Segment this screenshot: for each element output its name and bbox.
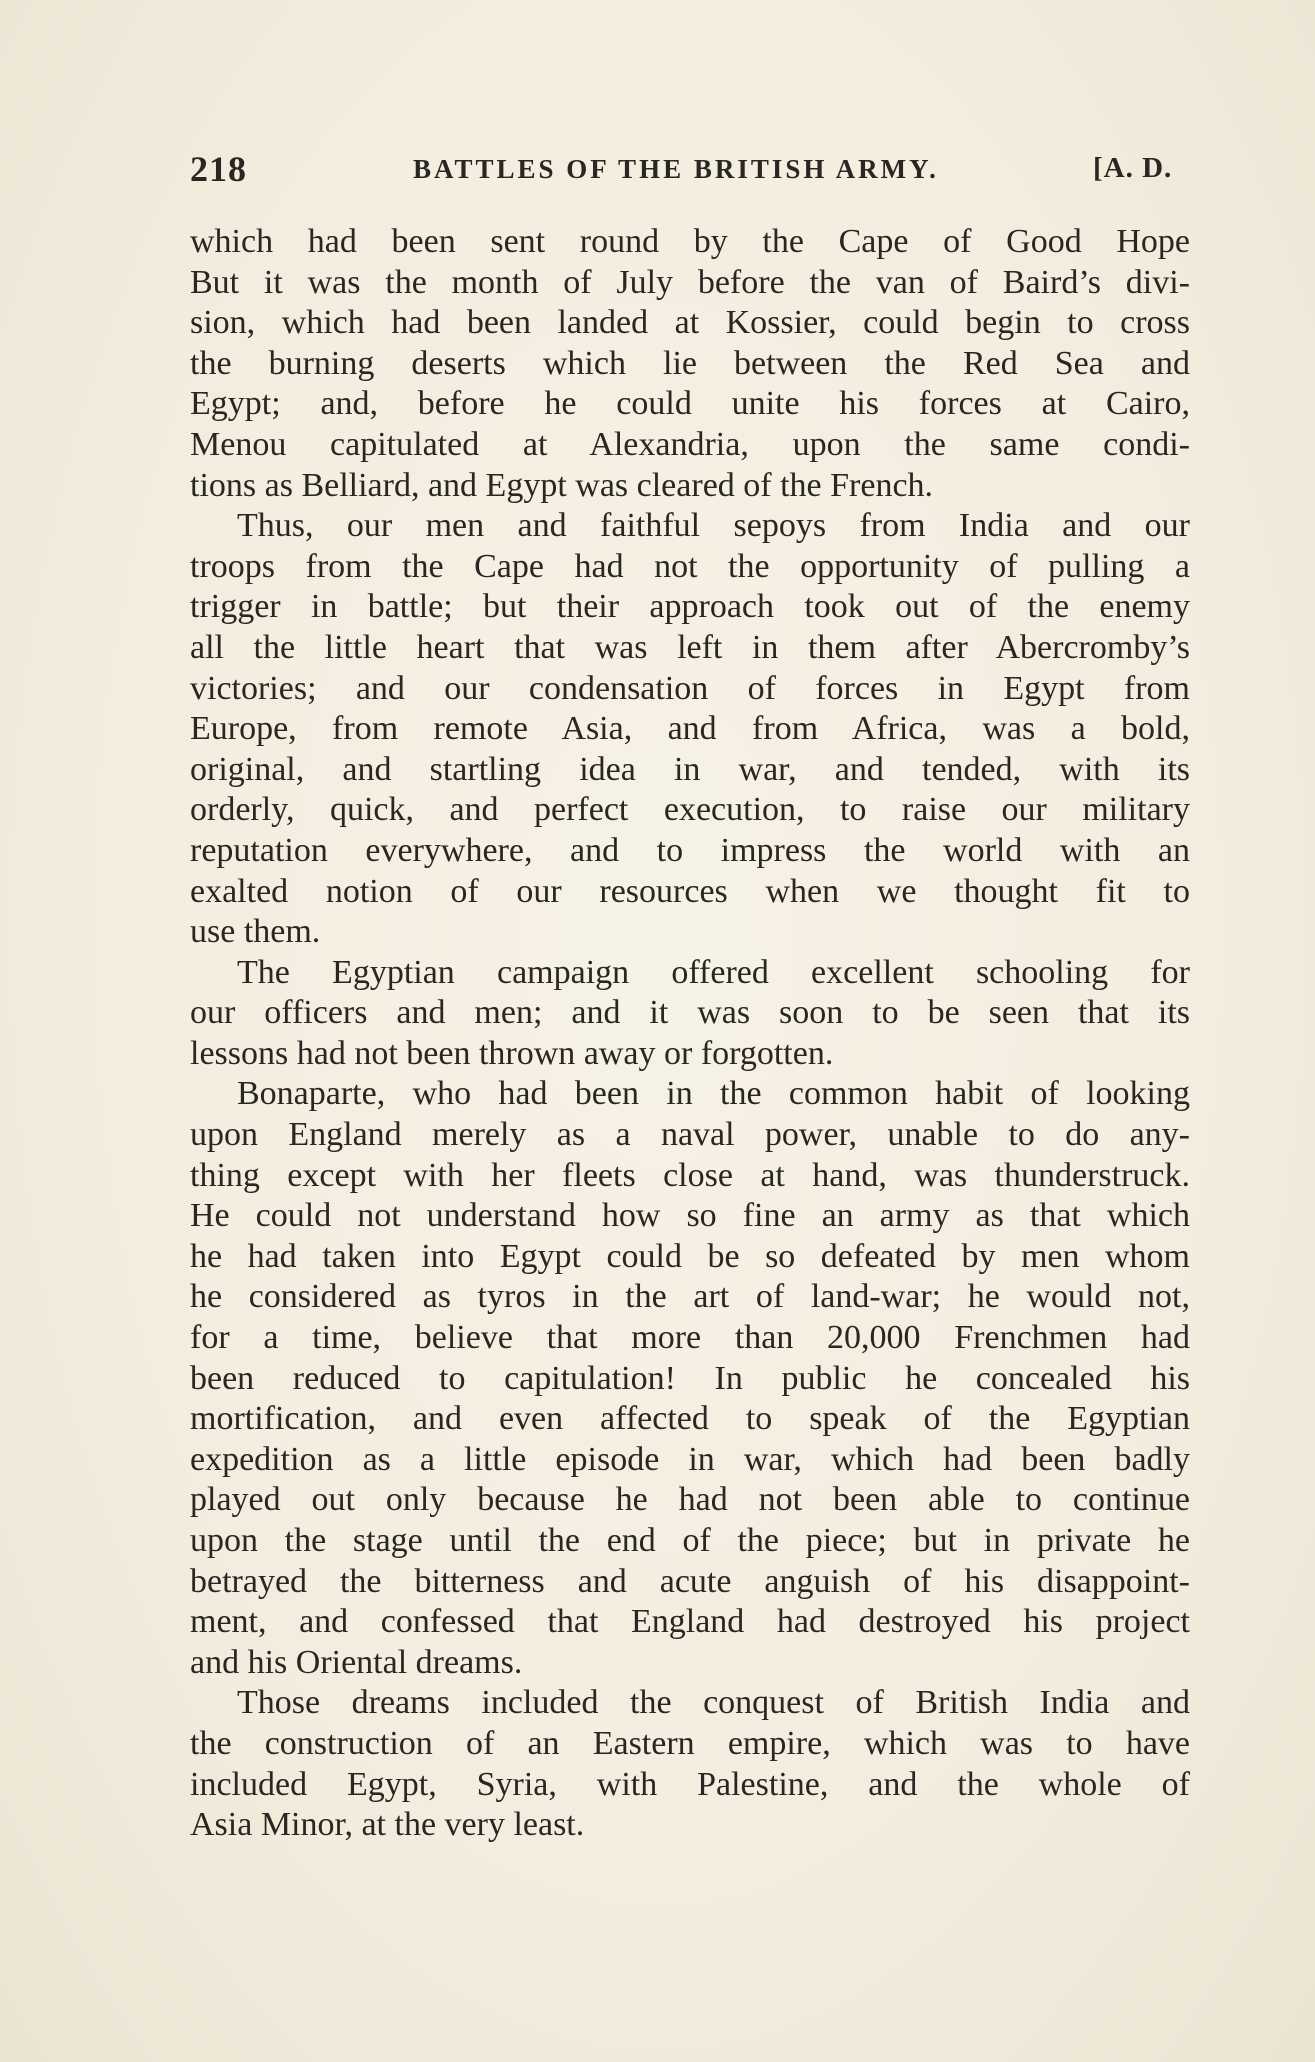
text-line: which had been sent round by the Cape of Good Hope (190, 223, 1190, 260)
text-line: all the little heart that was left in them after Abercromby’s (190, 628, 1190, 666)
text-line: Europe, from remote Asia, and from Africa, was a bold, (190, 710, 1190, 748)
text-line: upon England merely as a naval power, unable to do any- (190, 1116, 1190, 1154)
text-line: included Egypt, Syria, with Palestine, and the whole of (190, 1765, 1190, 1803)
text-line: trigger in battle; but their approach took out of the enemy (190, 588, 1190, 626)
text-line: thing except with her fleets close at hand, was thunderstruck. (190, 1156, 1190, 1194)
text-line: upon the stage until the end of the piece; but in private he (190, 1522, 1190, 1559)
text-line: he had taken into Egypt could be so defeated by men whom (190, 1237, 1190, 1275)
text-line: been reduced to capitulation! In public he concealed his (190, 1359, 1190, 1397)
text-line: sion, which had been landed at Kossier, could begin to cross (190, 304, 1190, 342)
page-number: 218 (190, 149, 247, 189)
text-line: Thus, our men and faithful sepoys from India and our (237, 507, 1190, 545)
text-line: the burning deserts which lie between the Red Sea and (190, 344, 1190, 382)
text-line: mortification, and even affected to speak of the Egyptian (190, 1400, 1190, 1438)
text-line: orderly, quick, and perfect execution, to raise our military (190, 791, 1190, 829)
text-line: victories; and our condensation of forces in Egypt from (190, 669, 1190, 707)
text-line: use them. (190, 913, 321, 951)
text-line: Those dreams included the conquest of British India and (237, 1684, 1190, 1722)
text-line: Egypt; and, before he could unite his forces at Cairo, (190, 385, 1190, 423)
text-line: he considered as tyros in the art of land-war; he would not, (190, 1278, 1190, 1316)
text-line: The Egyptian campaign offered excellent schooling for (237, 953, 1190, 991)
text-line: Menou capitulated at Alexandria, upon the same condi- (190, 425, 1190, 463)
body-text (190, 222, 1190, 1846)
text-line: Bonaparte, who had been in the common habit of looking (237, 1075, 1190, 1113)
text-line: expedition as a little episode in war, which had been badly (190, 1440, 1190, 1478)
text-line: But it was the month of July before the van of Baird’s divi- (190, 263, 1190, 301)
running-header (190, 148, 1190, 192)
running-title: BATTLES OF THE BRITISH ARMY. (413, 154, 939, 184)
text-line: exalted notion of our resources when we thought fit to (190, 872, 1190, 910)
text-line: the construction of an Eastern empire, which was to have (190, 1724, 1190, 1762)
text-line: Asia Minor, at the very least. (190, 1806, 585, 1844)
text-line: reputation everywhere, and to impress the world with an (190, 831, 1190, 869)
text-line: played out only because he had not been able to continue (190, 1481, 1190, 1519)
date-mark: [A. D. (1093, 152, 1173, 184)
text-line: He could not understand how so fine an army as that which (190, 1197, 1190, 1235)
text-line: troops from the Cape had not the opportunity of pulling a (190, 547, 1190, 585)
text-line: ment, and confessed that England had destroyed his project (190, 1603, 1190, 1641)
text-line: for a time, believe that more than 20,000 Frenchmen had (190, 1319, 1190, 1357)
text-line: and his Oriental dreams. (190, 1643, 523, 1681)
text-line: original, and startling idea in war, and tended, with its (190, 750, 1190, 788)
text-line: lessons had not been thrown away or forgotten. (190, 1034, 834, 1072)
text-line: betrayed the bitterness and acute anguish of his disappoint- (190, 1562, 1190, 1600)
text-line: our officers and men; and it was soon to be seen that its (190, 994, 1190, 1032)
text-line: tions as Belliard, and Egypt was cleared of the French. (190, 466, 934, 504)
